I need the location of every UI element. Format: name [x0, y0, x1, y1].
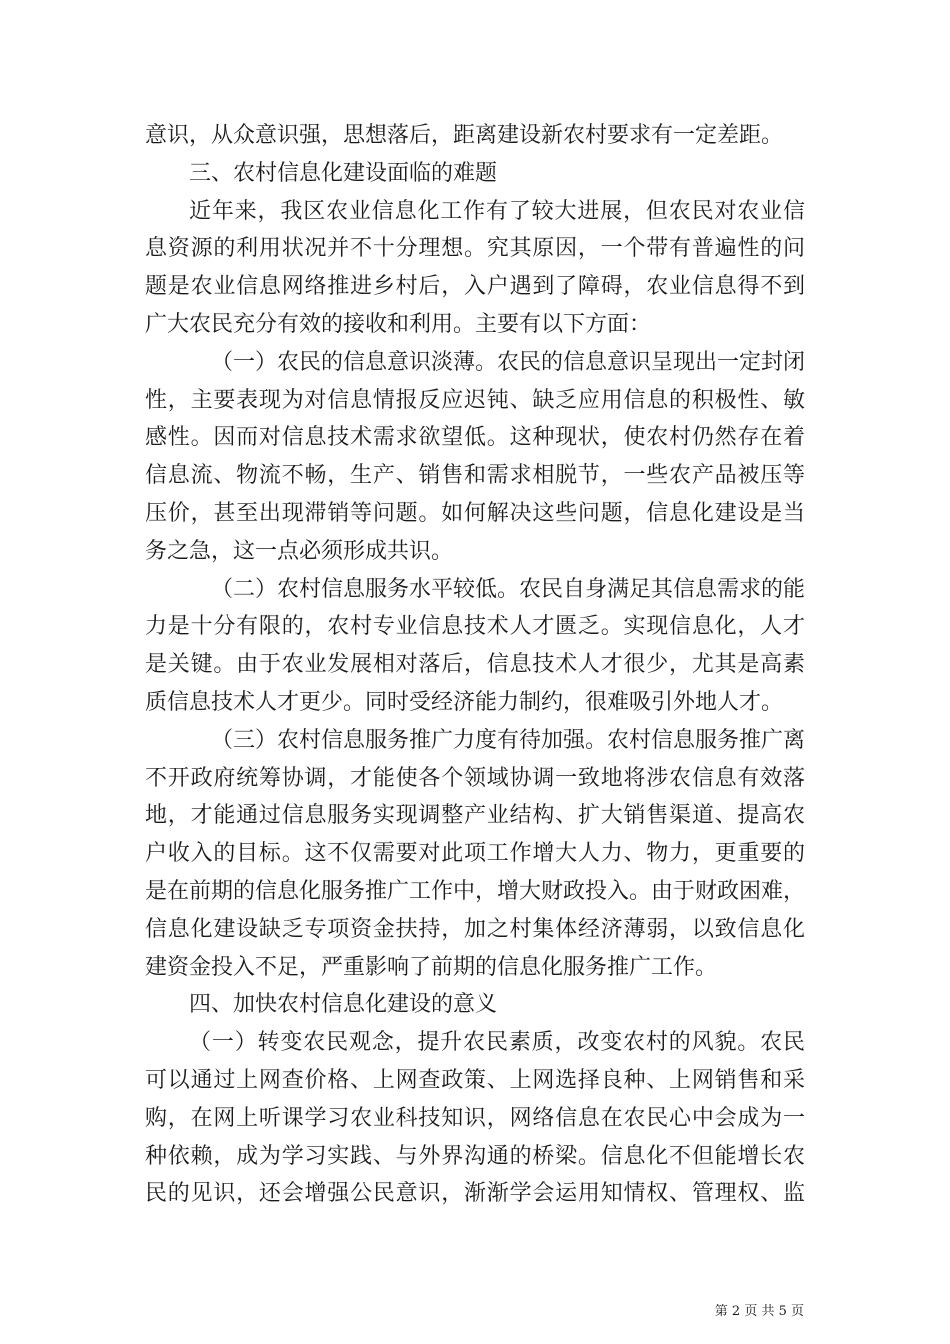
- text-line: （三）农村信息服务推广力度有待加强。农村信息服务推广离: [211, 727, 806, 753]
- text-line: 力是十分有限的，农村专业信息技术人才匮乏。实现信息化，人才: [145, 614, 805, 640]
- text-line: 性，主要表现为对信息情报反应迟钝、缺乏应用信息的积极性、敏: [145, 387, 805, 413]
- text-line: 息资源的利用状况并不十分理想。究其原因，一个带有普遍性的问: [145, 236, 805, 262]
- text-line: 是关键。由于农业发展相对落后，信息技术人才很少，尤其是高素: [145, 652, 805, 678]
- document-body: [145, 117, 805, 1213]
- text-line: 建资金投入不足，严重影响了前期的信息化服务推广工作。: [145, 954, 718, 980]
- text-line: 意识，从众意识强，思想落后，距离建设新农村要求有一定差距。: [145, 123, 784, 148]
- text-line: 信息流、物流不畅，生产、销售和需求相脱节，一些农产品被压等: [145, 463, 805, 489]
- text-line: 感性。因而对信息技术需求欲望低。这种现状，使农村仍然存在着: [145, 425, 805, 451]
- text-line: 是在前期的信息化服务推广工作中，增大财政投入。由于财政困难，: [145, 878, 806, 904]
- text-line: 广大农民充分有效的接收和利用。主要有以下方面：: [145, 311, 652, 337]
- text-line: 户收入的目标。这不仅需要对此项工作增大人力、物力，更重要的: [145, 841, 805, 867]
- text-line: （一）转变农民观念，提升农民素质，改变农村的风貌。农民: [189, 1030, 805, 1056]
- page-number: 第 2 页 共 5 页: [714, 1304, 804, 1319]
- text-line: 不开政府统筹协调，才能使各个领域协调一致地将涉农信息有效落: [145, 765, 805, 791]
- text-line: 质信息技术人才更少。同时受经济能力制约，很难吸引外地人才。: [145, 689, 784, 715]
- text-line: 民的见识，还会增强公民意识，渐渐学会运用知情权、管理权、监: [145, 1181, 805, 1207]
- text-line: 压价，甚至出现滞销等问题。如何解决这些问题，信息化建设是当: [145, 500, 805, 526]
- text-line: （二）农村信息服务水平较低。农民自身满足其信息需求的能: [211, 576, 806, 602]
- section-heading: 四、加快农村信息化建设的意义: [189, 992, 498, 1018]
- text-line: 可以通过上网查价格、上网查政策、上网选择良种、上网销售和采: [145, 1067, 805, 1093]
- text-line: 题是农业信息网络推进乡村后，入户遇到了障碍，农业信息得不到: [145, 274, 805, 300]
- section-heading: 三、农村信息化建设面临的难题: [189, 160, 498, 186]
- text-line: 近年来，我区农业信息化工作有了较大进展，但农民对农业信: [189, 198, 805, 224]
- text-line: 种依赖，成为学习实践、与外界沟通的桥梁。信息化不但能增长农: [145, 1143, 805, 1169]
- text-line: 务之急，这一点必须形成共识。: [145, 538, 454, 564]
- text-line: （一）农民的信息意识淡薄。农民的信息意识呈现出一定封闭: [211, 349, 806, 375]
- text-line: 地，才能通过信息服务实现调整产业结构、扩大销售渠道、提高农: [145, 803, 805, 829]
- text-line: 购，在网上听课学习农业科技知识，网络信息在农民心中会成为一: [145, 1105, 805, 1131]
- text-line: 信息化建设缺乏专项资金扶持，加之村集体经济薄弱，以致信息化: [145, 916, 805, 942]
